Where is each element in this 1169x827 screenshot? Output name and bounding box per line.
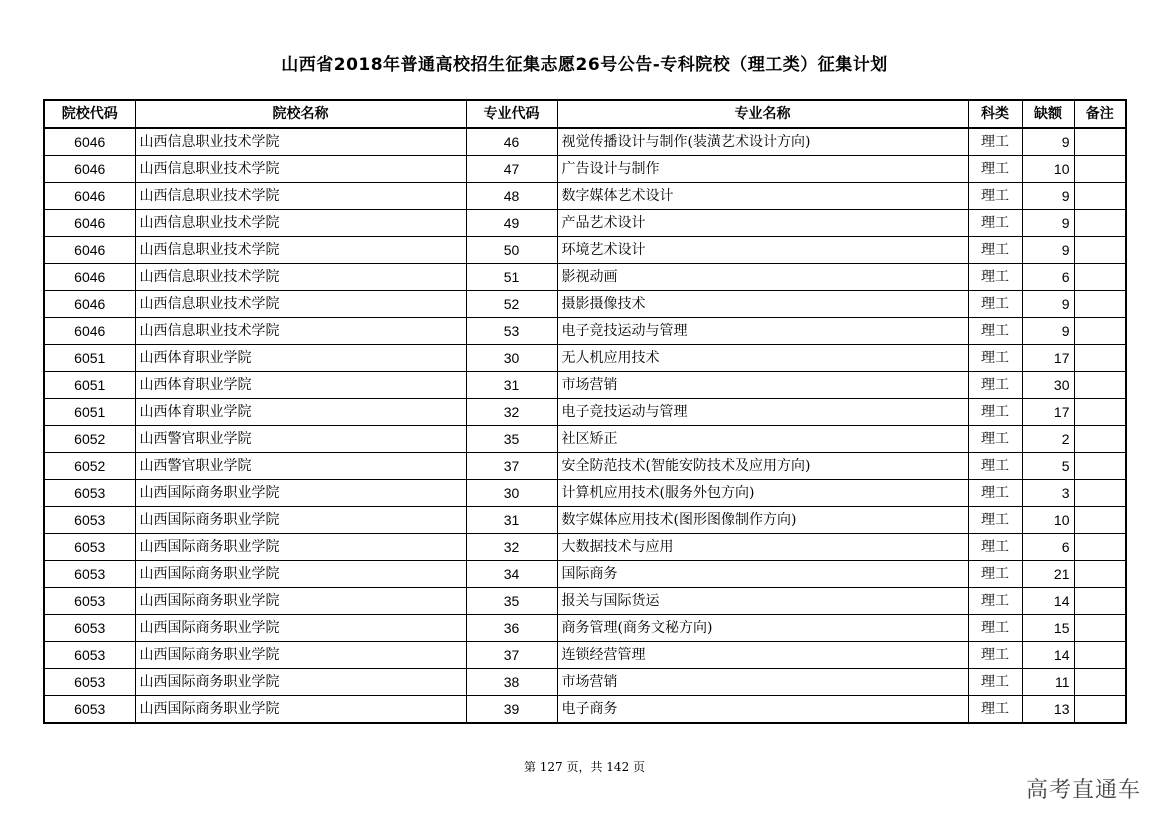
cell-note: [1074, 345, 1126, 372]
cell-major-code: 32: [466, 534, 557, 561]
cell-school-name: 山西信息职业技术学院: [135, 210, 466, 237]
cell-vacancy: 9: [1022, 318, 1074, 345]
page-footer: 第 127 页，共 142 页: [523, 760, 646, 774]
cell-note: [1074, 156, 1126, 183]
table-row: [44, 264, 1126, 291]
cell-school-name: 山西信息职业技术学院: [135, 156, 466, 183]
cell-note: [1074, 128, 1126, 156]
cell-vacancy: 9: [1022, 183, 1074, 210]
table-row: [44, 237, 1126, 264]
cell-major-name: 数字媒体应用技术(图形图像制作方向): [557, 507, 968, 534]
cell-vacancy: 17: [1022, 345, 1074, 372]
cell-school-name: 山西信息职业技术学院: [135, 237, 466, 264]
watermark: 高考直通车: [1025, 778, 1141, 803]
cell-major-code: 36: [466, 615, 557, 642]
table-row: [44, 345, 1126, 372]
cell-note: [1074, 696, 1126, 724]
cell-major-code: 35: [466, 426, 557, 453]
cell-vacancy: 10: [1022, 156, 1074, 183]
table-row: [44, 642, 1126, 669]
cell-school-code: 6052: [44, 426, 135, 453]
cell-school-code: 6046: [44, 183, 135, 210]
cell-school-code: 6053: [44, 534, 135, 561]
cell-school-name: 山西国际商务职业学院: [135, 588, 466, 615]
table-row: [44, 480, 1126, 507]
cell-school-name: 山西信息职业技术学院: [135, 291, 466, 318]
cell-major-name: 报关与国际货运: [557, 588, 968, 615]
cell-school-name: 山西体育职业学院: [135, 372, 466, 399]
cell-vacancy: 6: [1022, 264, 1074, 291]
cell-major-name: 市场营销: [557, 372, 968, 399]
cell-school-code: 6053: [44, 696, 135, 724]
cell-category: 理工: [968, 318, 1022, 345]
cell-vacancy: 17: [1022, 399, 1074, 426]
cell-category: 理工: [968, 399, 1022, 426]
cell-school-code: 6051: [44, 345, 135, 372]
cell-major-code: 49: [466, 210, 557, 237]
page-title: 山西省2018年普通高校招生征集志愿26号公告-专科院校（理工类）征集计划: [281, 55, 888, 75]
cell-major-code: 37: [466, 453, 557, 480]
cell-school-code: 6051: [44, 399, 135, 426]
cell-school-code: 6046: [44, 291, 135, 318]
cell-category: 理工: [968, 507, 1022, 534]
header-category: 科类: [968, 100, 1022, 128]
cell-school-code: 6051: [44, 372, 135, 399]
cell-vacancy: 9: [1022, 128, 1074, 156]
table-row: [44, 291, 1126, 318]
cell-major-name: 社区矫正: [557, 426, 968, 453]
cell-school-code: 6053: [44, 588, 135, 615]
header-vacancy: 缺额: [1022, 100, 1074, 128]
cell-school-name: 山西警官职业学院: [135, 426, 466, 453]
cell-major-code: 38: [466, 669, 557, 696]
cell-vacancy: 9: [1022, 210, 1074, 237]
enrollment-plan-table: [43, 99, 1127, 724]
cell-major-name: 环境艺术设计: [557, 237, 968, 264]
cell-major-code: 30: [466, 480, 557, 507]
cell-major-name: 电子商务: [557, 696, 968, 724]
cell-school-name: 山西国际商务职业学院: [135, 534, 466, 561]
cell-major-code: 39: [466, 696, 557, 724]
table-row: [44, 372, 1126, 399]
cell-category: 理工: [968, 128, 1022, 156]
cell-major-code: 35: [466, 588, 557, 615]
cell-school-code: 6046: [44, 156, 135, 183]
cell-major-name: 大数据技术与应用: [557, 534, 968, 561]
cell-major-code: 46: [466, 128, 557, 156]
cell-vacancy: 13: [1022, 696, 1074, 724]
cell-school-name: 山西信息职业技术学院: [135, 128, 466, 156]
cell-major-code: 53: [466, 318, 557, 345]
cell-category: 理工: [968, 480, 1022, 507]
cell-school-name: 山西体育职业学院: [135, 345, 466, 372]
cell-category: 理工: [968, 264, 1022, 291]
cell-note: [1074, 561, 1126, 588]
cell-school-code: 6053: [44, 669, 135, 696]
table-row: [44, 156, 1126, 183]
cell-vacancy: 9: [1022, 237, 1074, 264]
table-row: [44, 399, 1126, 426]
cell-note: [1074, 615, 1126, 642]
cell-note: [1074, 291, 1126, 318]
table-row: [44, 534, 1126, 561]
cell-school-code: 6053: [44, 561, 135, 588]
cell-school-code: 6052: [44, 453, 135, 480]
cell-school-name: 山西国际商务职业学院: [135, 507, 466, 534]
cell-major-code: 47: [466, 156, 557, 183]
table-row: [44, 669, 1126, 696]
cell-category: 理工: [968, 534, 1022, 561]
cell-category: 理工: [968, 561, 1022, 588]
cell-vacancy: 14: [1022, 588, 1074, 615]
cell-note: [1074, 588, 1126, 615]
cell-vacancy: 3: [1022, 480, 1074, 507]
cell-note: [1074, 480, 1126, 507]
cell-school-name: 山西信息职业技术学院: [135, 264, 466, 291]
table-row: [44, 210, 1126, 237]
cell-major-name: 国际商务: [557, 561, 968, 588]
table-body: [44, 128, 1126, 723]
cell-major-name: 广告设计与制作: [557, 156, 968, 183]
cell-category: 理工: [968, 210, 1022, 237]
cell-major-name: 计算机应用技术(服务外包方向): [557, 480, 968, 507]
cell-vacancy: 30: [1022, 372, 1074, 399]
cell-category: 理工: [968, 237, 1022, 264]
cell-vacancy: 14: [1022, 642, 1074, 669]
cell-major-code: 31: [466, 507, 557, 534]
cell-school-code: 6046: [44, 264, 135, 291]
table-row: [44, 507, 1126, 534]
cell-school-name: 山西警官职业学院: [135, 453, 466, 480]
cell-school-name: 山西信息职业技术学院: [135, 183, 466, 210]
cell-major-code: 37: [466, 642, 557, 669]
table-row: [44, 588, 1126, 615]
table-row: [44, 561, 1126, 588]
cell-category: 理工: [968, 642, 1022, 669]
cell-school-code: 6046: [44, 237, 135, 264]
cell-note: [1074, 426, 1126, 453]
cell-vacancy: 11: [1022, 669, 1074, 696]
cell-school-code: 6046: [44, 210, 135, 237]
cell-major-name: 视觉传播设计与制作(装潢艺术设计方向): [557, 128, 968, 156]
cell-major-name: 影视动画: [557, 264, 968, 291]
cell-major-name: 产品艺术设计: [557, 210, 968, 237]
table-row: [44, 615, 1126, 642]
cell-note: [1074, 372, 1126, 399]
cell-school-name: 山西体育职业学院: [135, 399, 466, 426]
cell-school-name: 山西信息职业技术学院: [135, 318, 466, 345]
cell-category: 理工: [968, 453, 1022, 480]
cell-note: [1074, 210, 1126, 237]
cell-major-code: 51: [466, 264, 557, 291]
header-note: 备注: [1074, 100, 1126, 128]
table-row: [44, 696, 1126, 724]
cell-school-code: 6046: [44, 128, 135, 156]
cell-school-name: 山西国际商务职业学院: [135, 480, 466, 507]
table-row: [44, 453, 1126, 480]
table-row: [44, 183, 1126, 210]
header-major-code: 专业代码: [466, 100, 557, 128]
cell-vacancy: 5: [1022, 453, 1074, 480]
cell-category: 理工: [968, 615, 1022, 642]
cell-major-code: 50: [466, 237, 557, 264]
cell-category: 理工: [968, 372, 1022, 399]
cell-school-name: 山西国际商务职业学院: [135, 642, 466, 669]
cell-note: [1074, 507, 1126, 534]
cell-major-code: 32: [466, 399, 557, 426]
cell-school-name: 山西国际商务职业学院: [135, 561, 466, 588]
cell-vacancy: 2: [1022, 426, 1074, 453]
cell-category: 理工: [968, 183, 1022, 210]
cell-vacancy: 9: [1022, 291, 1074, 318]
cell-note: [1074, 183, 1126, 210]
cell-major-name: 数字媒体艺术设计: [557, 183, 968, 210]
cell-school-code: 6053: [44, 507, 135, 534]
cell-major-code: 52: [466, 291, 557, 318]
cell-category: 理工: [968, 345, 1022, 372]
cell-vacancy: 6: [1022, 534, 1074, 561]
cell-major-code: 30: [466, 345, 557, 372]
header-school-code: 院校代码: [44, 100, 135, 128]
table-row: [44, 426, 1126, 453]
cell-major-name: 无人机应用技术: [557, 345, 968, 372]
cell-note: [1074, 642, 1126, 669]
cell-school-code: 6053: [44, 615, 135, 642]
cell-vacancy: 10: [1022, 507, 1074, 534]
header-major-name: 专业名称: [557, 100, 968, 128]
cell-major-name: 安全防范技术(智能安防技术及应用方向): [557, 453, 968, 480]
cell-category: 理工: [968, 291, 1022, 318]
cell-category: 理工: [968, 588, 1022, 615]
cell-major-code: 34: [466, 561, 557, 588]
cell-school-code: 6053: [44, 642, 135, 669]
cell-note: [1074, 237, 1126, 264]
cell-note: [1074, 264, 1126, 291]
cell-school-code: 6046: [44, 318, 135, 345]
cell-major-name: 连锁经营管理: [557, 642, 968, 669]
cell-category: 理工: [968, 426, 1022, 453]
cell-vacancy: 15: [1022, 615, 1074, 642]
cell-category: 理工: [968, 156, 1022, 183]
table-row: [44, 318, 1126, 345]
cell-school-name: 山西国际商务职业学院: [135, 615, 466, 642]
cell-school-name: 山西国际商务职业学院: [135, 696, 466, 724]
cell-note: [1074, 534, 1126, 561]
cell-note: [1074, 399, 1126, 426]
cell-major-code: 48: [466, 183, 557, 210]
cell-note: [1074, 318, 1126, 345]
cell-major-name: 商务管理(商务文秘方向): [557, 615, 968, 642]
cell-major-name: 电子竞技运动与管理: [557, 399, 968, 426]
cell-note: [1074, 453, 1126, 480]
cell-major-name: 摄影摄像技术: [557, 291, 968, 318]
table-header-row: [44, 100, 1126, 128]
cell-note: [1074, 669, 1126, 696]
cell-category: 理工: [968, 696, 1022, 724]
table-row: [44, 128, 1126, 156]
cell-school-code: 6053: [44, 480, 135, 507]
cell-school-name: 山西国际商务职业学院: [135, 669, 466, 696]
cell-major-name: 市场营销: [557, 669, 968, 696]
cell-major-code: 31: [466, 372, 557, 399]
header-school-name: 院校名称: [135, 100, 466, 128]
cell-category: 理工: [968, 669, 1022, 696]
cell-vacancy: 21: [1022, 561, 1074, 588]
cell-major-name: 电子竞技运动与管理: [557, 318, 968, 345]
